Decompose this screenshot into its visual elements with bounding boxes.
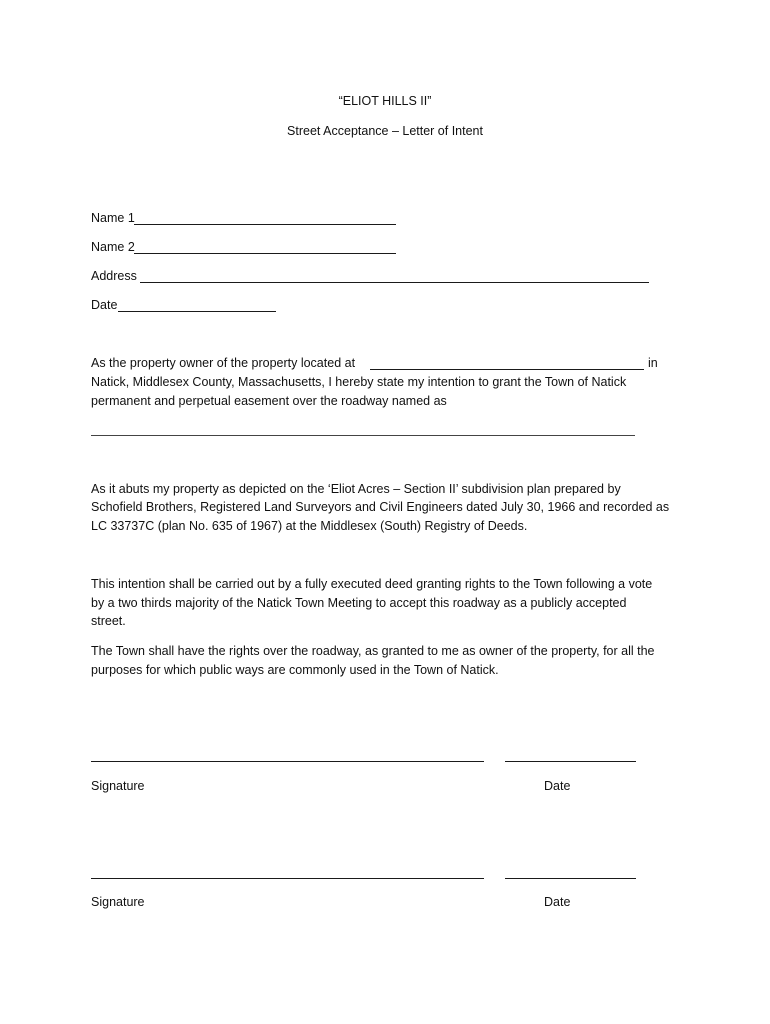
name1-field[interactable]: [134, 224, 396, 225]
paragraph-3-line-1: This intention shall be carried out by a fully executed deed granting rights to the Town following a vote: [91, 577, 653, 591]
signature-2-date-label: Date: [544, 895, 571, 909]
signature-1-date-label: Date: [544, 779, 571, 793]
paragraph-1-line-2: Natick, Middlesex County, Massachusetts, I hereby state my intention to grant the Town of Natick: [91, 375, 627, 389]
paragraph-2-line-1: As it abuts my property as depicted on the ‘Eliot Acres – Section II’ subdivision plan prepared by: [91, 482, 621, 496]
paragraph-4-line-1: The Town shall have the rights over the roadway, as granted to me as owner of the property, for all the: [91, 644, 655, 658]
signature-2-label: Signature: [91, 895, 145, 909]
signature-1-label: Signature: [91, 779, 145, 793]
paragraph-2-line-2: Schofield Brothers, Registered Land Surveyors and Civil Engineers dated July 30, 1966 and recorded as: [91, 500, 670, 514]
date-field[interactable]: [118, 311, 276, 312]
property-location-field[interactable]: [370, 369, 644, 370]
signature-1-date-line[interactable]: [505, 761, 636, 762]
paragraph-1-line-1-prefix: As the property owner of the property located at: [91, 356, 356, 370]
paragraph-2-line-3: LC 33737C (plan No. 635 of 1967) at the Middlesex (South) Registry of Deeds.: [91, 519, 528, 533]
paragraph-3-line-3: street.: [91, 614, 126, 628]
document-title: “ELIOT HILLS II”: [338, 94, 432, 108]
name2-field[interactable]: [134, 253, 396, 254]
document-subtitle: Street Acceptance – Letter of Intent: [287, 124, 483, 138]
paragraph-4-line-2: purposes for which public ways are commonly used in the Town of Natick.: [91, 663, 499, 677]
signature-2-line[interactable]: [91, 878, 484, 879]
date-label: Date: [91, 298, 118, 312]
signature-2-date-line[interactable]: [505, 878, 636, 879]
paragraph-3-line-2: by a two thirds majority of the Natick Town Meeting to accept this roadway as a publicly accepted: [91, 596, 627, 610]
address-field[interactable]: [140, 282, 649, 283]
name2-label: Name 2: [91, 240, 135, 254]
signature-1-line[interactable]: [91, 761, 484, 762]
address-label: Address: [91, 269, 137, 283]
name1-label: Name 1: [91, 211, 135, 225]
roadway-name-field[interactable]: [91, 435, 635, 436]
paragraph-1-line-3: permanent and perpetual easement over the roadway named as: [91, 394, 447, 408]
paragraph-1-line-1-suffix: in: [648, 356, 658, 370]
